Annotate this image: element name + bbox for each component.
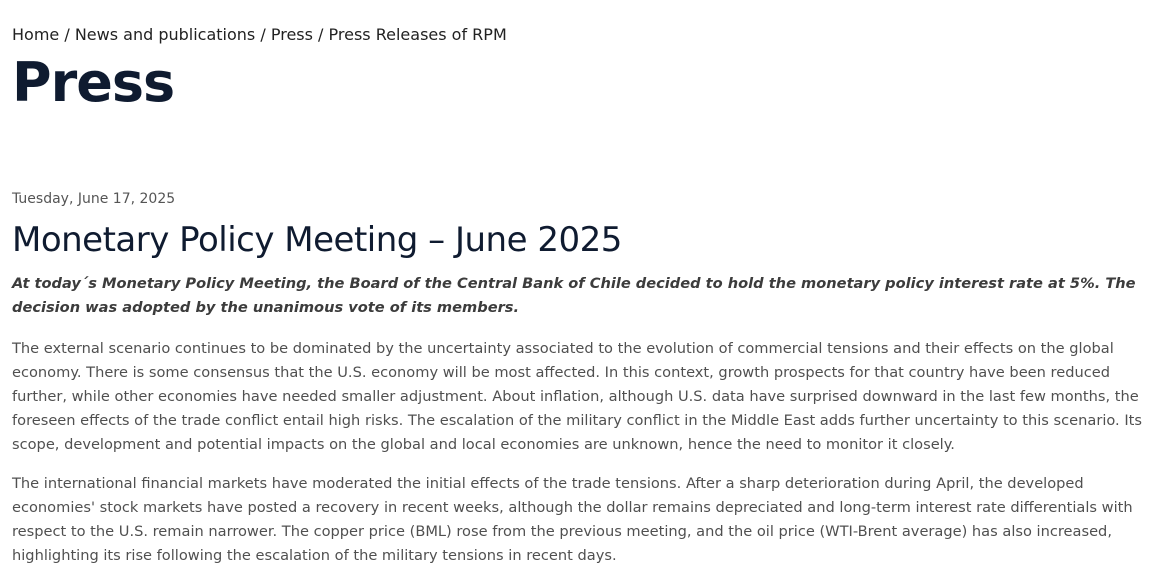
breadcrumb-home-link[interactable]: Home bbox=[12, 25, 60, 44]
article-date: Tuesday, June 17, 2025 bbox=[12, 191, 176, 207]
breadcrumb bbox=[12, 24, 507, 46]
article-title: Monetary Policy Meeting – June 2025 bbox=[12, 220, 622, 260]
breadcrumb-current: Press Releases of RPM bbox=[328, 25, 507, 44]
breadcrumb-news-link[interactable]: News and publications bbox=[74, 25, 256, 44]
article-lead: At today´s Monetary Policy Meeting, the Board of the Central Bank of Chile decided to hold the monetary policy interest rate at 5%. The decision was adopted by the unanimous vote of its members. bbox=[12, 275, 1136, 316]
breadcrumb-separator: / bbox=[64, 25, 75, 44]
breadcrumb-press-link[interactable]: Press bbox=[270, 25, 313, 44]
article-paragraph: The international financial markets have moderated the initial effects of the trade tensions. After a sharp deterioration during April, the developed economies' stock markets have posted a recovery in recent weeks, although the dollar remains depreciated and long-term interest rate differentials with respect to the U.S. remain narrower. The copper price (BML) rose from the previous meeting, and the oil price (WTI-Brent average) has also increased, highlighting its rise following the escalation of the military tensions in recent days. bbox=[12, 475, 1133, 564]
breadcrumb-separator: / bbox=[318, 25, 329, 44]
page-title: Press bbox=[12, 51, 175, 114]
article-paragraph: The external scenario continues to be dominated by the uncertainty associated to the evolution of commercial tensions and their effects on the global economy. There is some consensus that the U.S. economy will be most affected. In this context, growth prospects for that country have been reduced further, while other economies have needed smaller adjustment. About inflation, although U.S. data have surprised downward in the last few months, the foreseen effects of the trade conflict entail high risks. The escalation of the military conflict in the Middle East adds further uncertainty to this scenario. Its scope, development and potential impacts on the global and local economies are unknown, hence the need to monitor it closely. bbox=[12, 340, 1142, 453]
breadcrumb-separator: / bbox=[260, 25, 271, 44]
